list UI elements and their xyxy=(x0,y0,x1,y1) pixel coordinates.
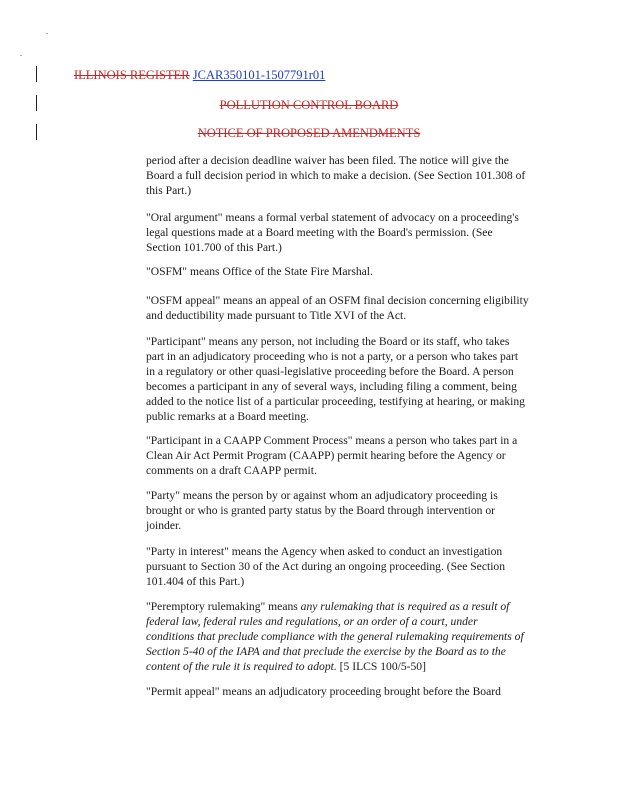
board-header xyxy=(0,98,618,113)
paragraph-caapp-participant xyxy=(146,433,550,478)
text-line: Clean Air Act Permit Program (CAAPP) permit hearing before the Agency or xyxy=(146,449,506,462)
board-title-deleted: POLLUTION CONTROL BOARD xyxy=(219,98,399,112)
register-header xyxy=(74,68,325,83)
text-line xyxy=(146,659,550,674)
text-line: "OSFM appeal" means an appeal of an OSFM final decision concerning eligibility xyxy=(146,294,529,307)
text-line: period after a decision deadline waiver has been filed. The notice will give the xyxy=(146,154,509,167)
text-run-italic: any rulemaking that is required as a result of xyxy=(300,600,510,613)
paragraph-participant xyxy=(146,334,550,424)
text-line: "Party" means the person by or against whom an adjudicatory proceeding is xyxy=(146,489,498,502)
text-line: public remarks at a Board meeting. xyxy=(146,410,309,423)
text-line: "Participant in a CAAPP Comment Process" means a person who takes part in a xyxy=(146,434,518,447)
text-run-italic: content of the rule it is required to adopt. xyxy=(146,660,337,673)
text-line: this Part.) xyxy=(146,184,192,197)
paragraph-oral-argument xyxy=(146,210,550,255)
text-line: "Participant" means any person, not including the Board or its staff, who takes xyxy=(146,335,510,348)
text-line: brought or who is granted party status by the Board through intervention or xyxy=(146,504,496,517)
text-line: added to the notice list of a particular proceeding, testifying at hearing, or making xyxy=(146,395,525,408)
text-run: [5 ILCS 100/5-50] xyxy=(336,660,426,673)
text-line: in a regulatory or other quasi-legislative proceeding before the Board. A person xyxy=(146,365,514,378)
text-line: comments on a draft CAAPP permit. xyxy=(146,464,317,477)
paragraph-peremptory-rulemaking xyxy=(146,599,550,674)
text-line: legal questions made at a Board meeting with the Board's permission. (See xyxy=(146,226,493,239)
text-run-italic: Section 5-40 of the IAPA and that preclude the exercise by the Board as to the xyxy=(146,645,506,658)
notice-header xyxy=(0,126,618,141)
text-line: "OSFM" means Office of the State Fire Marshal. xyxy=(146,265,373,278)
text-line: Section 101.700 of this Part.) xyxy=(146,241,282,254)
paragraph-party xyxy=(146,488,550,533)
text-line: "Permit appeal" means an adjudicatory proceeding brought before the Board xyxy=(146,685,501,698)
text-run-italic: conditions that preclude compliance with the general rulemaking requirements of xyxy=(146,630,524,643)
paragraph-decision-period xyxy=(146,153,550,198)
text-line xyxy=(146,614,550,629)
register-id-inserted: JCAR350101-1507791r01 xyxy=(192,68,326,82)
notice-title-deleted: NOTICE OF PROPOSED AMENDMENTS xyxy=(197,126,421,140)
paragraph-osfm-appeal xyxy=(146,293,550,323)
scan-speck xyxy=(20,55,22,56)
text-run: "Peremptory rulemaking" means xyxy=(146,600,301,613)
text-line xyxy=(146,599,550,614)
text-line: becomes a participant in any of several ways, including filing a comment, being xyxy=(146,380,517,393)
scan-speck xyxy=(46,33,48,34)
text-line: "Party in interest" means the Agency when asked to conduct an investigation xyxy=(146,545,503,558)
text-line: part in an adjudicatory proceeding who is not a party, or a person who takes part xyxy=(146,350,519,363)
text-line: and deductibility made pursuant to Title XVI of the Act. xyxy=(146,309,407,322)
change-bar-1 xyxy=(36,66,37,82)
text-line xyxy=(146,629,550,644)
paragraph-permit-appeal xyxy=(146,684,550,699)
paragraph-party-in-interest xyxy=(146,544,550,589)
text-line: 101.404 of this Part.) xyxy=(146,575,245,588)
text-run-italic: federal law, federal rules and regulations, or an order of a court, under xyxy=(146,615,478,628)
register-title-deleted: ILLINOIS REGISTER xyxy=(74,68,190,82)
text-line: pursuant to Section 30 of the Act during an ongoing proceeding. (See Section xyxy=(146,560,506,573)
paragraph-osfm xyxy=(146,264,550,279)
text-line: Board a full decision period in which to make a decision. (See Section 101.308 of xyxy=(146,169,526,182)
text-line: joinder. xyxy=(146,519,182,532)
text-line: "Oral argument" means a formal verbal statement of advocacy on a proceeding's xyxy=(146,211,519,224)
text-line xyxy=(146,644,550,659)
